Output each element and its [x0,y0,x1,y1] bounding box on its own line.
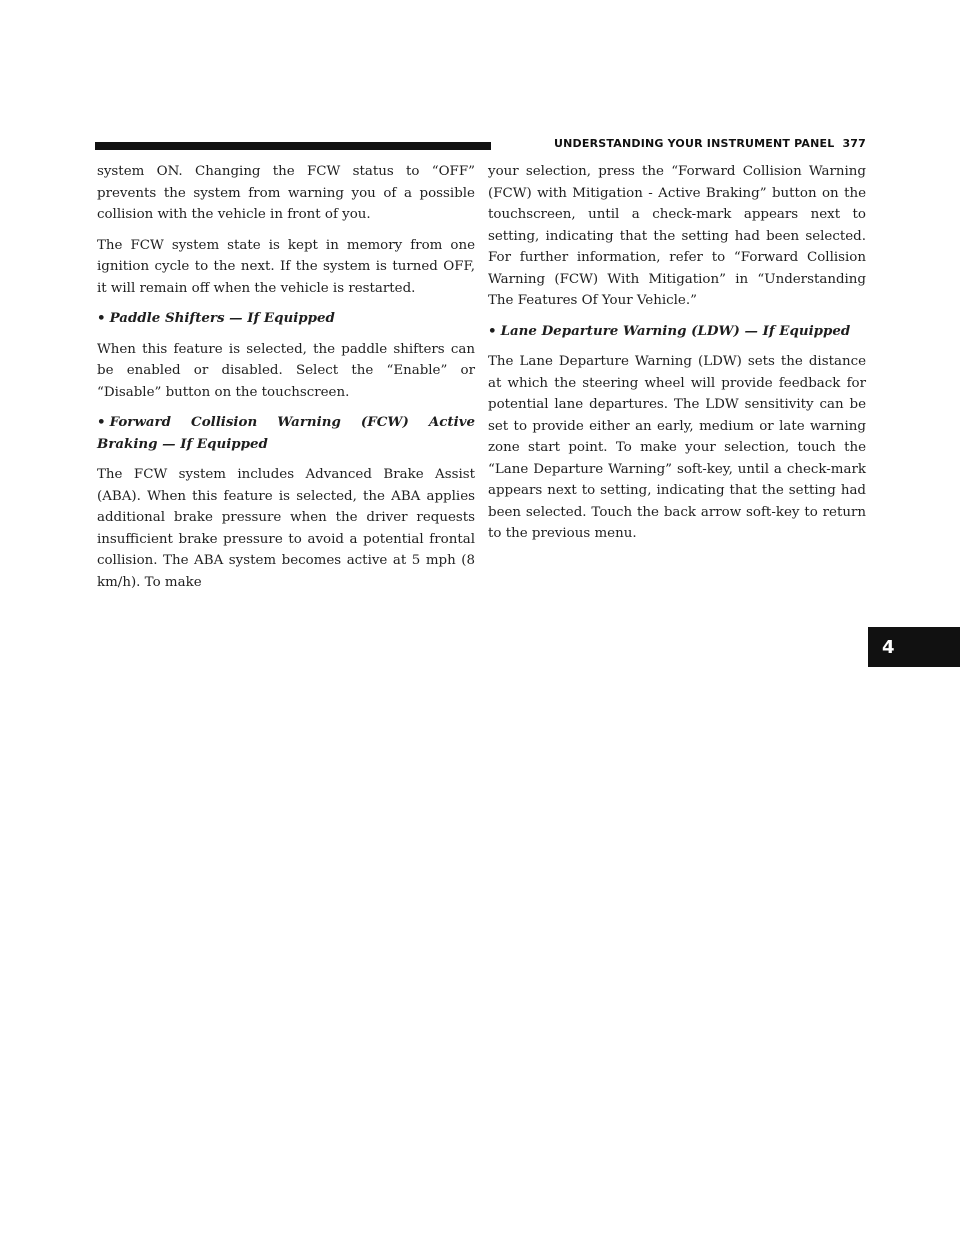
bullet-heading-ldw [488,321,866,343]
chapter-tab [868,627,960,667]
running-header [538,137,866,150]
left-column [97,161,475,602]
paragraph: The FCW system includes Advanced Brake Assist (ABA). When this feature is selected, the ABA applies additional brake pressure when the driver requests insufficient brake pressure to avoid a potential frontal collision. The ABA system becomes active at 5 mph (8 km/h). To make [97,467,475,590]
paragraph: system ON. Changing the FCW status to “OFF” prevents the system from warning you of a possible collision with the vehicle in front of you. [97,164,475,222]
bullet-heading-fcw-active-braking [97,412,475,455]
section-title: UNDERSTANDING YOUR INSTRUMENT PANEL [554,137,835,150]
bullet-icon: • [97,414,106,430]
paragraph: The Lane Departure Warning (LDW) sets the distance at which the steering wheel will provide feedback for potential lane departures. The LDW sensitivity can be set to provide either an early, medium or late warning zone start point. To make your selection, touch the “Lane Departure Warning” soft-key, until a check-mark appears next to setting, indicating that the setting had been selected. Touch the back arrow soft-key to return to the previous menu. [488,354,866,541]
bullet-icon: • [97,310,106,326]
bullet-heading-paddle-shifters [97,308,475,330]
bullet-text: Paddle Shifters — If Equipped [109,310,335,326]
bullet-icon: • [488,322,497,339]
paragraph: your selection, press the “Forward Collision Warning (FCW) with Mitigation - Active Braking” button on the touchscreen, until a check-mark appears next to setting, indicating that the setting had been selected. For further information, refer to “Forward Collision Warning (FCW) With Mitigation” in “Understanding The Features Of Your Vehicle.” [488,164,866,308]
page-number: 377 [842,137,866,150]
right-column [488,161,866,554]
paragraph: When this feature is selected, the paddle shifters can be enabled or disabled. Select the “Enable” or “Disable” button on the touchscreen. [97,341,475,400]
chapter-number: 4 [882,636,895,658]
bullet-text: Lane Departure Warning (LDW) — If Equipped [500,322,851,339]
paragraph: The FCW system state is kept in memory from one ignition cycle to the next. If the system is turned OFF, it will remain off when the vehicle is restarted. [97,237,475,296]
bullet-text: Forward Collision Warning (FCW) Active Braking — If Equipped [97,414,475,452]
header-rule [95,142,491,150]
